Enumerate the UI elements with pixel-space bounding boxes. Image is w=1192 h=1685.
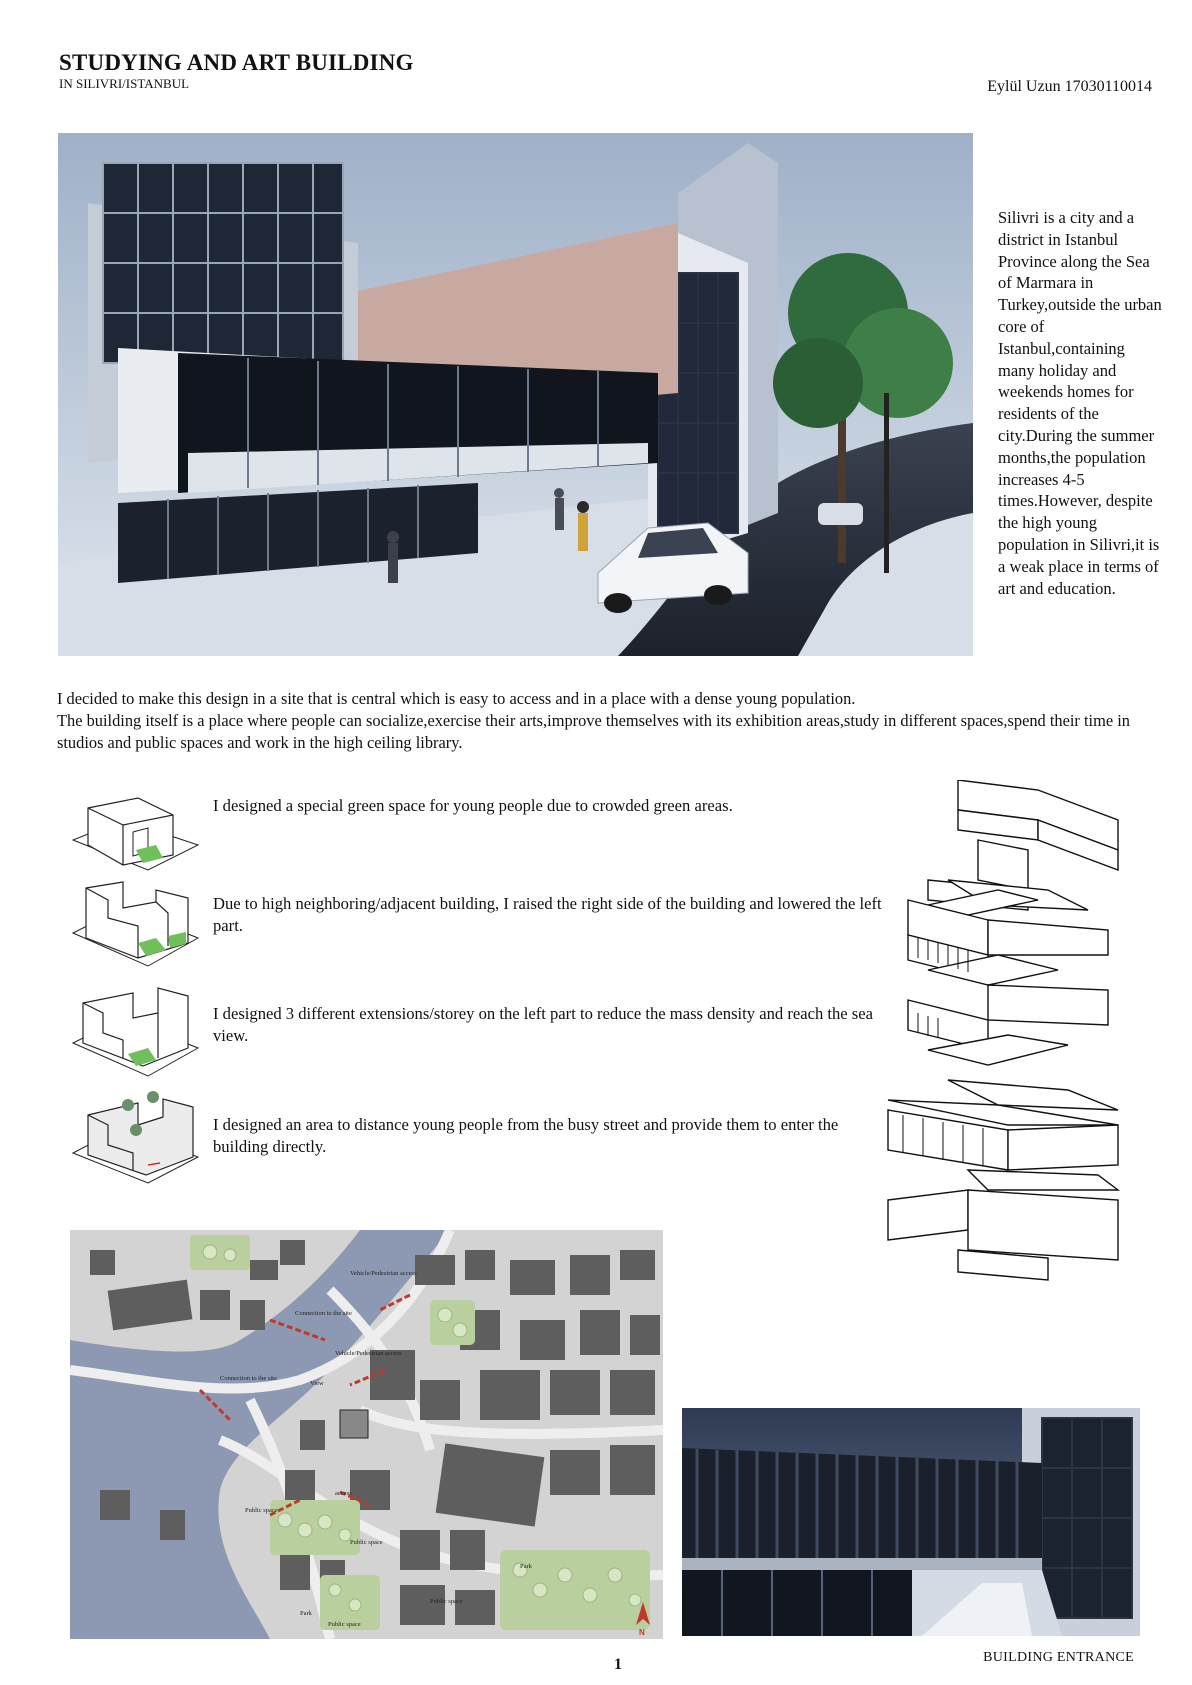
- map-label-park-2: Park: [300, 1610, 312, 1617]
- svg-text:N: N: [639, 1628, 645, 1637]
- map-label-public-space-1: Public space: [245, 1507, 278, 1514]
- entrance-caption: BUILDING ENTRANCE: [983, 1650, 1134, 1665]
- map-label-public-space-3: Public space: [430, 1598, 463, 1605]
- step-text-3: I designed 3 different extensions/storey on the left part to reduce the mass density and reach the sea view.: [213, 1004, 873, 1045]
- map-label-public-space-2: Public space: [350, 1539, 383, 1546]
- intro-line-1: I decided to make this design in a site that is central which is easy to access and in a place with a dense young population.: [57, 689, 856, 708]
- page-number: 1: [614, 1656, 622, 1673]
- map-label-park-1: Park: [520, 1563, 532, 1570]
- map-label-view: View: [310, 1380, 324, 1387]
- massing-diagram-1: [68, 780, 203, 880]
- map-label-public-space-4: Public space: [328, 1621, 361, 1628]
- massing-diagram-3: [68, 978, 203, 1078]
- exploded-axonometric-drawing: [868, 780, 1158, 1320]
- step-text-1: I designed a special green space for young people due to crowded green areas.: [213, 796, 733, 815]
- hero-render-image: [58, 133, 973, 656]
- map-label-vehicle-access-2: Vehicle/Pedestrian access: [335, 1350, 402, 1357]
- map-label-access: access: [335, 1490, 352, 1497]
- silivri-description: Silivri is a city and a district in Istanbul Province along the Sea of Marmara in Turkey,outside the urban core of Istanbul,containing many holiday and weekends homes for residents of the city.During the summer months,the population increases 4-5 times.However, despite the high young population in Silivri,it is a weak place in terms of art and education.: [998, 208, 1162, 598]
- step-text-2: Due to high neighboring/adjacent building, I raised the right side of the building and lowered the left part.: [213, 894, 882, 935]
- building-entrance-render: [682, 1408, 1140, 1636]
- massing-diagram-2: [68, 868, 203, 968]
- design-intro: [57, 688, 1137, 754]
- site-map: [70, 1230, 663, 1639]
- map-label-connection-1: Connection to the site: [295, 1310, 352, 1317]
- step-text-4: I designed an area to distance young people from the busy street and provide them to enter the building directly.: [213, 1115, 839, 1156]
- intro-line-2: The building itself is a place where people can socialize,exercise their arts,improve themselves with its exhibition areas,study in different spaces,spend their time in studios and public spaces and work in the high ceiling library.: [57, 711, 1130, 752]
- map-label-vehicle-access-1: Vehicle/Pedestrian access: [350, 1270, 417, 1277]
- map-label-connection-2: Connection to the site: [220, 1375, 277, 1382]
- svg-text:Vehicle/Pedestrian access: [350, 1270, 417, 1277]
- page-title: STUDYING AND ART BUILDING: [59, 50, 414, 75]
- massing-diagram-4: [68, 1085, 203, 1185]
- page-subtitle: IN SILIVRI/ISTANBUL: [59, 76, 190, 91]
- author-credit: Eylül Uzun 17030110014: [987, 78, 1152, 95]
